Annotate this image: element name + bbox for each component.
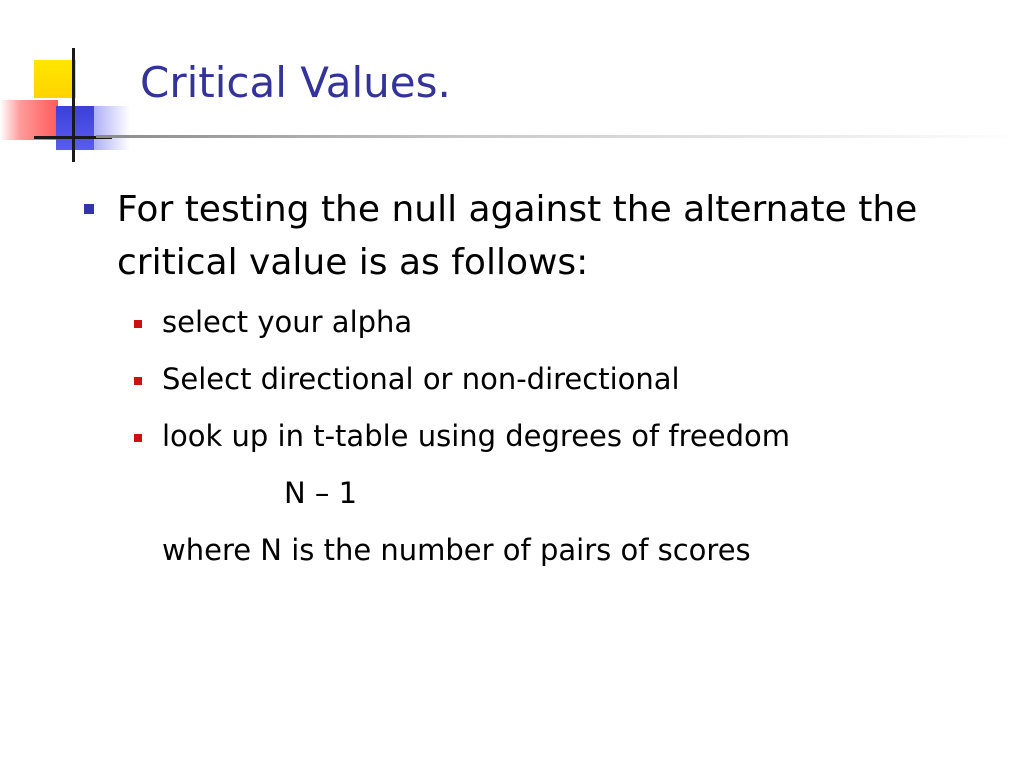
sub-bullet-text: select your alpha bbox=[162, 305, 413, 339]
formula-note: where N is the number of pairs of scores bbox=[162, 533, 751, 567]
title-divider bbox=[96, 135, 1024, 138]
main-bullet-text: For testing the null against the alternate the critical value is as follows: bbox=[117, 189, 918, 283]
logo-vertical-line bbox=[72, 48, 75, 162]
main-bullet-marker bbox=[84, 204, 94, 214]
decorative-logo bbox=[0, 40, 130, 170]
sub-bullet-marker bbox=[134, 377, 142, 385]
logo-red-square bbox=[0, 100, 58, 140]
degrees-of-freedom-formula: N – 1 bbox=[284, 476, 358, 510]
logo-blue-fade bbox=[94, 106, 130, 150]
slide-title: Critical Values. bbox=[140, 58, 451, 107]
sub-bullet-marker bbox=[134, 434, 142, 442]
sub-bullet-text: look up in t-table using degrees of freedom bbox=[162, 419, 790, 453]
logo-blue-square bbox=[56, 106, 94, 150]
sub-bullet-marker bbox=[134, 320, 142, 328]
sub-bullet-text: Select directional or non-directional bbox=[162, 362, 680, 396]
logo-yellow-square bbox=[34, 60, 76, 98]
